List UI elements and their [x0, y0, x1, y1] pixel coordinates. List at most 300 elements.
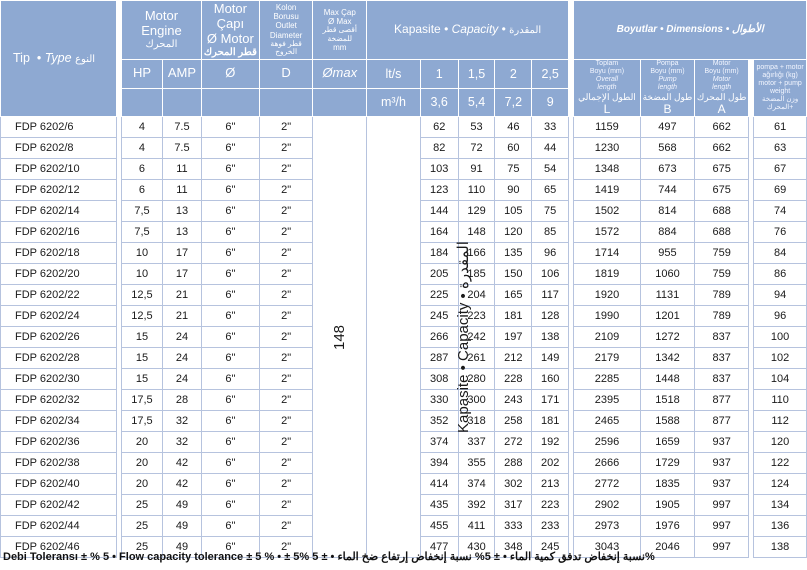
motor-length-cell: 837 — [695, 348, 749, 369]
hp-cell: 6 — [121, 180, 162, 201]
capacity-value: 72 — [458, 138, 495, 159]
model-cell: FDP 6202/18 — [1, 243, 117, 264]
model-cell: FDP 6202/42 — [1, 495, 117, 516]
model-cell: FDP 6202/14 — [1, 201, 117, 222]
capacity-value: 245 — [420, 306, 458, 327]
capacity-value: 414 — [420, 474, 458, 495]
phi-header: Ø — [201, 60, 259, 89]
hp-cell: 17,5 — [121, 390, 162, 411]
pump-length-cell: 1659 — [640, 432, 695, 453]
model-cell: FDP 6202/36 — [1, 432, 117, 453]
model-cell: FDP 6202/38 — [1, 453, 117, 474]
capacity-value: 171 — [532, 390, 569, 411]
hp-cell: 20 — [121, 432, 162, 453]
motor-diameter-cell: 6" — [201, 180, 259, 201]
capacity-header: Kapasite • Capacity • المقدرة — [367, 1, 569, 60]
capacity-value: 148 — [458, 222, 495, 243]
capacity-value: 355 — [458, 453, 495, 474]
pump-length-cell: 1131 — [640, 285, 695, 306]
capacity-value: 123 — [420, 180, 458, 201]
hp-unit-spacer — [121, 88, 162, 117]
outlet-cell: 2" — [259, 327, 313, 348]
overall-length-cell: 2902 — [574, 495, 640, 516]
capacity-value: 129 — [458, 201, 495, 222]
outlet-cell: 2" — [259, 474, 313, 495]
capacity-value: 242 — [458, 327, 495, 348]
motor-diameter-cell: 6" — [201, 117, 259, 138]
motor-diameter-cell: 6" — [201, 474, 259, 495]
hp-cell: 7,5 — [121, 201, 162, 222]
weight-cell: 136 — [754, 516, 807, 537]
capacity-value: 317 — [495, 495, 532, 516]
motor-diameter-cell: 6" — [201, 411, 259, 432]
capacity-value: 243 — [495, 390, 532, 411]
motor-length-cell: 688 — [695, 201, 749, 222]
overall-length-cell: 2772 — [574, 474, 640, 495]
capacity-value: 53 — [458, 117, 495, 138]
weight-header: pompa + motor ağırlığı (kg) motor + pump weight وزن المضخة +المحرك — [754, 60, 807, 117]
capacity-value: 60 — [495, 138, 532, 159]
capacity-value: 280 — [458, 369, 495, 390]
amp-cell: 32 — [163, 411, 202, 432]
capacity-value: 184 — [420, 243, 458, 264]
capacity-value: 205 — [420, 264, 458, 285]
capacity-value: 455 — [420, 516, 458, 537]
capacity-value: 374 — [458, 474, 495, 495]
capacity-value: 302 — [495, 474, 532, 495]
capacity-value: 150 — [495, 264, 532, 285]
hp-cell: 25 — [121, 537, 162, 558]
motor-diameter-cell: 6" — [201, 306, 259, 327]
capacity-value: 65 — [532, 180, 569, 201]
motor-diameter-cell: 6" — [201, 201, 259, 222]
amp-cell: 28 — [163, 390, 202, 411]
capacity-value: 233 — [532, 516, 569, 537]
motor-length-cell: 997 — [695, 516, 749, 537]
phimax-header: Ømax — [313, 60, 367, 89]
table-row — [1, 117, 807, 138]
outlet-cell: 2" — [259, 432, 313, 453]
pump-length-cell: 1060 — [640, 264, 695, 285]
pump-length-cell: 1518 — [640, 390, 695, 411]
cap-lts-2: 1,5 — [458, 60, 495, 89]
max-diameter-value: 148 — [331, 324, 349, 350]
weight-cell: 112 — [754, 411, 807, 432]
capacity-value: 330 — [420, 390, 458, 411]
phimax-unit-spacer — [313, 88, 367, 117]
model-cell: FDP 6202/16 — [1, 222, 117, 243]
overall-length-cell: 1502 — [574, 201, 640, 222]
d-unit-spacer — [259, 88, 313, 117]
model-cell: FDP 6202/44 — [1, 516, 117, 537]
motor-length-cell: 997 — [695, 495, 749, 516]
capacity-value: 90 — [495, 180, 532, 201]
motor-diameter-cell: 6" — [201, 495, 259, 516]
motor-diameter-cell: 6" — [201, 516, 259, 537]
tolerance-footnote: Debi Toleransı ± % 5 • Flow capacity tolerance ± 5 % • ± 5% نسبة إنخفاض تدفق كمية الماء • ± 5% نسبة إنخفاض إرتفاع ضخ الماء • ± 5% — [3, 551, 655, 563]
amp-cell: 13 — [163, 222, 202, 243]
capacity-value: 288 — [495, 453, 532, 474]
model-cell: FDP 6202/28 — [1, 348, 117, 369]
motor-diameter-cell: 6" — [201, 390, 259, 411]
capacity-value: 62 — [420, 117, 458, 138]
model-cell: FDP 6202/10 — [1, 159, 117, 180]
overall-length-cell: 2179 — [574, 348, 640, 369]
weight-cell: 61 — [754, 117, 807, 138]
max-diameter-header: Max Çap Ø Max أقصى قطر للمضخة mm — [313, 1, 367, 60]
capacity-value: 44 — [532, 138, 569, 159]
overall-length-cell: 2109 — [574, 327, 640, 348]
hp-cell: 10 — [121, 243, 162, 264]
capacity-value: 318 — [458, 411, 495, 432]
d-header: D — [259, 60, 313, 89]
capacity-value: 411 — [458, 516, 495, 537]
motor-length-cell: 662 — [695, 117, 749, 138]
weight-cell: 84 — [754, 243, 807, 264]
overall-length-cell: 2285 — [574, 369, 640, 390]
motor-length-cell: 837 — [695, 369, 749, 390]
motor-length-cell: 937 — [695, 432, 749, 453]
amp-cell: 17 — [163, 243, 202, 264]
amp-cell: 32 — [163, 432, 202, 453]
outlet-cell: 2" — [259, 138, 313, 159]
capacity-value: 261 — [458, 348, 495, 369]
amp-cell: 13 — [163, 201, 202, 222]
capacity-value: 82 — [420, 138, 458, 159]
capacity-value: 337 — [458, 432, 495, 453]
motor-length-cell: 877 — [695, 411, 749, 432]
pump-length-cell: 1448 — [640, 369, 695, 390]
pump-length-cell: 673 — [640, 159, 695, 180]
capacity-value: 225 — [420, 285, 458, 306]
overall-length-cell: 2395 — [574, 390, 640, 411]
model-cell: FDP 6202/30 — [1, 369, 117, 390]
amp-cell: 11 — [163, 180, 202, 201]
outlet-diameter-header: Kolon Borusu Outlet Diameter قطر فوهة الخروج — [259, 1, 313, 60]
outlet-cell: 2" — [259, 222, 313, 243]
motor-length-cell: 877 — [695, 390, 749, 411]
overall-length-cell: 2465 — [574, 411, 640, 432]
capacity-value: 300 — [458, 390, 495, 411]
phi-unit-spacer — [201, 88, 259, 117]
amp-cell: 7.5 — [163, 138, 202, 159]
capacity-value: 308 — [420, 369, 458, 390]
cap-m3h-4: 9 — [532, 88, 569, 117]
capacity-value: 392 — [458, 495, 495, 516]
weight-cell: 110 — [754, 390, 807, 411]
motor-diameter-cell: 6" — [201, 432, 259, 453]
capacity-value: 91 — [458, 159, 495, 180]
capacity-value: 33 — [532, 117, 569, 138]
weight-cell: 120 — [754, 432, 807, 453]
capacity-value: 202 — [532, 453, 569, 474]
pump-length-cell: 1905 — [640, 495, 695, 516]
overall-length-cell: 3043 — [574, 537, 640, 558]
outlet-cell: 2" — [259, 159, 313, 180]
capacity-value: 166 — [458, 243, 495, 264]
motor-diameter-cell: 6" — [201, 138, 259, 159]
outlet-cell: 2" — [259, 201, 313, 222]
weight-cell: 124 — [754, 474, 807, 495]
pump-length-cell: 955 — [640, 243, 695, 264]
amp-header: AMP — [163, 60, 202, 89]
cap-lts-4: 2,5 — [532, 60, 569, 89]
outlet-cell: 2" — [259, 306, 313, 327]
capacity-value: 204 — [458, 285, 495, 306]
amp-cell: 42 — [163, 453, 202, 474]
outlet-cell: 2" — [259, 243, 313, 264]
capacity-value: 149 — [532, 348, 569, 369]
capacity-value: 258 — [495, 411, 532, 432]
pump-length-cell: 1201 — [640, 306, 695, 327]
amp-cell: 24 — [163, 369, 202, 390]
model-cell: FDP 6202/22 — [1, 285, 117, 306]
capacity-value: 245 — [532, 537, 569, 558]
model-cell: FDP 6202/40 — [1, 474, 117, 495]
motor-length-cell: 837 — [695, 327, 749, 348]
motor-diameter-cell: 6" — [201, 243, 259, 264]
pump-length-cell: 1976 — [640, 516, 695, 537]
capacity-value: 287 — [420, 348, 458, 369]
motor-diameter-cell: 6" — [201, 222, 259, 243]
capacity-value: 135 — [495, 243, 532, 264]
motor-length-cell: 789 — [695, 285, 749, 306]
motor-diameter-cell: 6" — [201, 369, 259, 390]
outlet-cell: 2" — [259, 411, 313, 432]
cap-m3h-3: 7,2 — [495, 88, 532, 117]
capacity-value: 212 — [495, 348, 532, 369]
capacity-value: 185 — [458, 264, 495, 285]
hp-cell: 4 — [121, 138, 162, 159]
overall-length-cell: 2973 — [574, 516, 640, 537]
capacity-value: 164 — [420, 222, 458, 243]
capacity-value: 394 — [420, 453, 458, 474]
capacity-value: 192 — [532, 432, 569, 453]
model-cell: FDP 6202/26 — [1, 327, 117, 348]
hp-cell: 25 — [121, 495, 162, 516]
max-diameter-cell — [313, 117, 367, 558]
motor-diameter-cell: 6" — [201, 453, 259, 474]
overall-length-cell: 1419 — [574, 180, 640, 201]
weight-cell: 94 — [754, 285, 807, 306]
outlet-cell: 2" — [259, 390, 313, 411]
motor-length-cell: 662 — [695, 138, 749, 159]
amp-cell: 42 — [163, 474, 202, 495]
capacity-value: 120 — [495, 222, 532, 243]
weight-cell: 104 — [754, 369, 807, 390]
weight-cell: 122 — [754, 453, 807, 474]
motor-length-cell: 759 — [695, 264, 749, 285]
motor-length-cell: 937 — [695, 474, 749, 495]
pump-length-cell: 1588 — [640, 411, 695, 432]
capacity-value: 197 — [495, 327, 532, 348]
capacity-value: 435 — [420, 495, 458, 516]
type-column-header: Tip • Type النوع — [1, 1, 117, 117]
capacity-value: 54 — [532, 159, 569, 180]
capacity-value: 266 — [420, 327, 458, 348]
pump-length-cell: 497 — [640, 117, 695, 138]
model-cell: FDP 6202/32 — [1, 390, 117, 411]
model-cell: FDP 6202/20 — [1, 264, 117, 285]
dimensions-header: Boyutlar • Dimensions • الأطوال — [574, 1, 807, 60]
overall-length-cell: 1714 — [574, 243, 640, 264]
amp-unit-spacer — [163, 88, 202, 117]
amp-cell: 7.5 — [163, 117, 202, 138]
outlet-cell: 2" — [259, 453, 313, 474]
weight-cell: 76 — [754, 222, 807, 243]
cap-m3h-1: 3,6 — [420, 88, 458, 117]
capacity-vertical-label: Kapasite • Capacity • المقدرة — [455, 241, 473, 434]
hp-cell: 15 — [121, 348, 162, 369]
pump-length-cell: 744 — [640, 180, 695, 201]
capacity-value: 46 — [495, 117, 532, 138]
weight-cell: 86 — [754, 264, 807, 285]
motor-length-cell: 937 — [695, 453, 749, 474]
capacity-value: 352 — [420, 411, 458, 432]
capacity-value: 75 — [532, 201, 569, 222]
capacity-value: 165 — [495, 285, 532, 306]
overall-length-cell: 1990 — [574, 306, 640, 327]
capacity-value: 103 — [420, 159, 458, 180]
overall-length-cell: 1230 — [574, 138, 640, 159]
capacity-value: 128 — [532, 306, 569, 327]
pump-length-cell: 2046 — [640, 537, 695, 558]
pump-length-cell: 568 — [640, 138, 695, 159]
cap-m3h-2: 5,4 — [458, 88, 495, 117]
hp-cell: 4 — [121, 117, 162, 138]
amp-cell: 49 — [163, 516, 202, 537]
model-cell: FDP 6202/34 — [1, 411, 117, 432]
outlet-cell: 2" — [259, 117, 313, 138]
outlet-cell: 2" — [259, 537, 313, 558]
motor-length-cell: 759 — [695, 243, 749, 264]
motor-diameter-cell: 6" — [201, 285, 259, 306]
model-cell: FDP 6202/8 — [1, 138, 117, 159]
amp-cell: 21 — [163, 285, 202, 306]
hp-cell: 20 — [121, 453, 162, 474]
amp-cell: 24 — [163, 348, 202, 369]
header-row-titles — [1, 1, 807, 60]
capacity-value: 333 — [495, 516, 532, 537]
motor-length-header: Motor Boyu (mm) Motor length طول المحرك A — [695, 60, 749, 117]
pump-length-cell: 814 — [640, 201, 695, 222]
hp-cell: 15 — [121, 369, 162, 390]
weight-cell: 96 — [754, 306, 807, 327]
weight-cell: 63 — [754, 138, 807, 159]
motor-length-cell: 675 — [695, 159, 749, 180]
model-cell: FDP 6202/24 — [1, 306, 117, 327]
capacity-value: 181 — [495, 306, 532, 327]
motor-diameter-cell: 6" — [201, 264, 259, 285]
capacity-value: 110 — [458, 180, 495, 201]
cap-lts-3: 2 — [495, 60, 532, 89]
motor-length-cell: 997 — [695, 537, 749, 558]
lts-label: lt/s — [367, 60, 421, 89]
weight-cell: 138 — [754, 537, 807, 558]
hp-cell: 17,5 — [121, 411, 162, 432]
capacity-value: 117 — [532, 285, 569, 306]
capacity-value: 223 — [458, 306, 495, 327]
overall-length-cell: 1159 — [574, 117, 640, 138]
capacity-value: 430 — [458, 537, 495, 558]
cap-lts-1: 1 — [420, 60, 458, 89]
capacity-value: 348 — [495, 537, 532, 558]
hp-header: HP — [121, 60, 162, 89]
hp-cell: 7,5 — [121, 222, 162, 243]
motor-diameter-cell: 6" — [201, 159, 259, 180]
capacity-value: 106 — [532, 264, 569, 285]
amp-cell: 21 — [163, 306, 202, 327]
capacity-value: 272 — [495, 432, 532, 453]
motor-length-cell: 675 — [695, 180, 749, 201]
capacity-value: 105 — [495, 201, 532, 222]
hp-cell: 15 — [121, 327, 162, 348]
motor-diameter-cell: 6" — [201, 537, 259, 558]
overall-length-cell: 1348 — [574, 159, 640, 180]
capacity-value: 213 — [532, 474, 569, 495]
capacity-value: 374 — [420, 432, 458, 453]
header-row-sub — [1, 60, 807, 89]
motor-diameter-header: Motor Çapı Ø Motor قطر المحرك — [201, 1, 259, 60]
outlet-cell: 2" — [259, 180, 313, 201]
outlet-cell: 2" — [259, 495, 313, 516]
model-cell: FDP 6202/6 — [1, 117, 117, 138]
motor-diameter-cell: 6" — [201, 327, 259, 348]
pump-length-cell: 1729 — [640, 453, 695, 474]
overall-length-cell: 1920 — [574, 285, 640, 306]
weight-cell: 67 — [754, 159, 807, 180]
amp-cell: 49 — [163, 495, 202, 516]
capacity-value: 160 — [532, 369, 569, 390]
amp-cell: 17 — [163, 264, 202, 285]
pump-length-header: Pompa Boyu (mm) Pump length طول المضخة B — [640, 60, 695, 117]
weight-cell: 134 — [754, 495, 807, 516]
overall-length-cell: 2596 — [574, 432, 640, 453]
amp-cell: 24 — [163, 327, 202, 348]
weight-cell: 100 — [754, 327, 807, 348]
pump-length-cell: 1342 — [640, 348, 695, 369]
motor-length-cell: 688 — [695, 222, 749, 243]
model-cell: FDP 6202/46 — [1, 537, 117, 558]
capacity-value: 138 — [532, 327, 569, 348]
overall-length-header: Toplam Boyu (mm) Overall length الطول الإجمالي L — [574, 60, 640, 117]
hp-cell: 25 — [121, 516, 162, 537]
motor-length-cell: 789 — [695, 306, 749, 327]
hp-cell: 12,5 — [121, 306, 162, 327]
capacity-value: 144 — [420, 201, 458, 222]
capacity-value: 228 — [495, 369, 532, 390]
weight-cell: 69 — [754, 180, 807, 201]
capacity-value: 181 — [532, 411, 569, 432]
table-body — [1, 117, 807, 558]
overall-length-cell: 2666 — [574, 453, 640, 474]
hp-cell: 12,5 — [121, 285, 162, 306]
motor-engine-header: Motor Engine المحرك — [121, 1, 201, 60]
capacity-value: 477 — [420, 537, 458, 558]
weight-cell: 102 — [754, 348, 807, 369]
outlet-cell: 2" — [259, 264, 313, 285]
overall-length-cell: 1819 — [574, 264, 640, 285]
hp-cell: 10 — [121, 264, 162, 285]
hp-cell: 6 — [121, 159, 162, 180]
outlet-cell: 2" — [259, 285, 313, 306]
capacity-value: 85 — [532, 222, 569, 243]
model-cell: FDP 6202/12 — [1, 180, 117, 201]
hp-cell: 20 — [121, 474, 162, 495]
overall-length-cell: 1572 — [574, 222, 640, 243]
capacity-value: 96 — [532, 243, 569, 264]
capacity-value: 223 — [532, 495, 569, 516]
